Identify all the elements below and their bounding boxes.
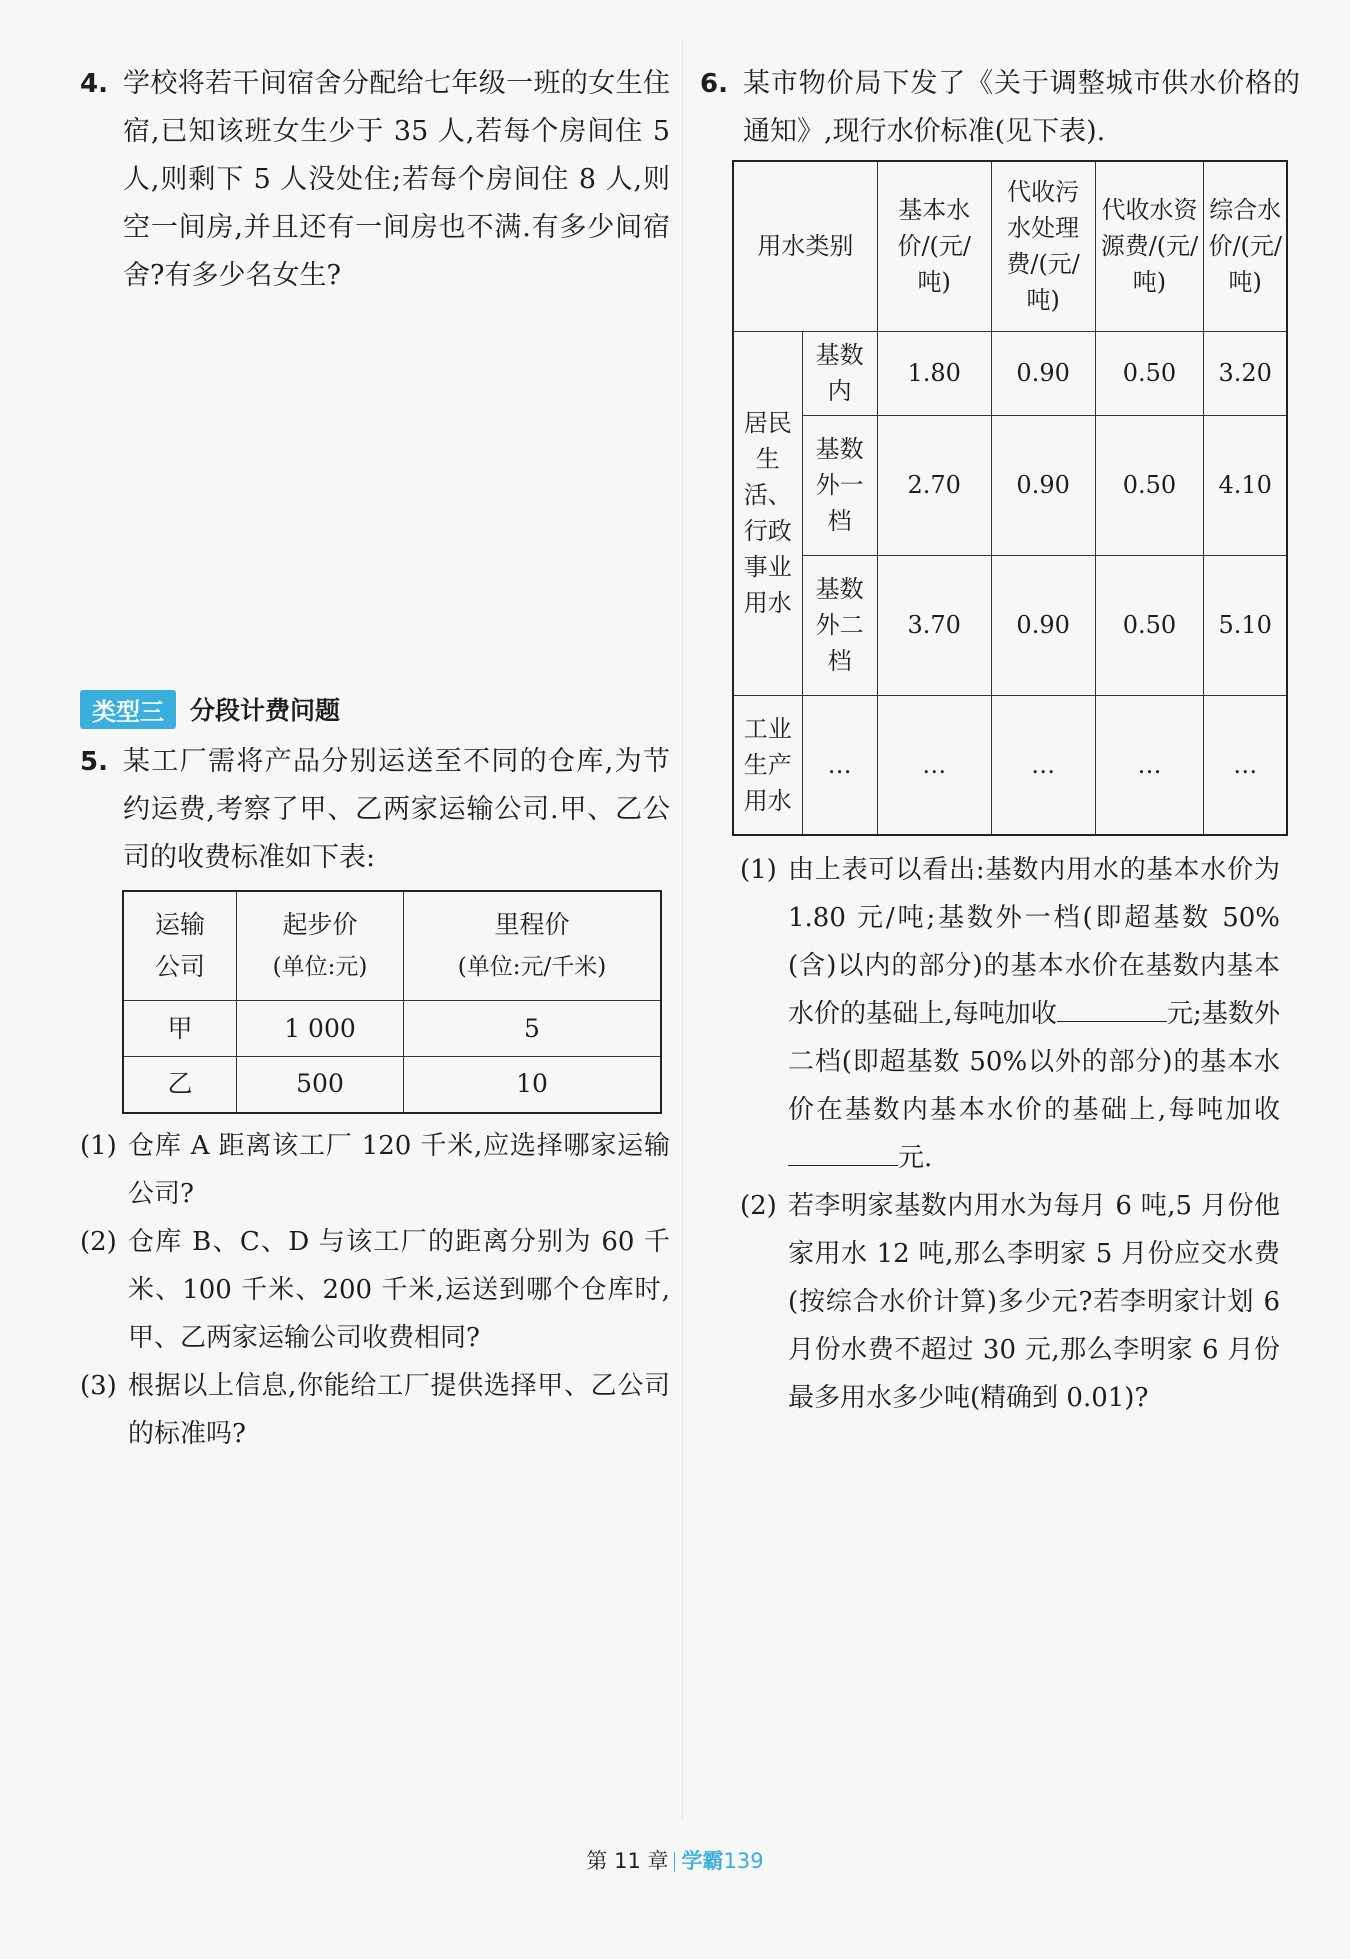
question-4	[80, 60, 670, 300]
question-5-subquestions	[80, 1122, 670, 1458]
question-text: 学校将若干间宿舍分配给七年级一班的女生住宿,已知该班女生少于 35 人,若每个房间住 5 人,则剩下 5 人没处住;若每个房间住 8 人,则空一间房,并且还有一间房也不满.有多少间宿舍?有多少名女生?	[123, 68, 670, 291]
subquestion-1: (1) 仓库 A 距离该工厂 120 千米,应选择哪家运输公司?	[80, 1131, 670, 1209]
ellipsis-cell: …	[802, 695, 877, 835]
table-header-row	[123, 891, 661, 1001]
resource-fee-cell: 0.50	[1095, 331, 1204, 415]
chapter-label: 第 11 章	[586, 1849, 669, 1873]
start-price-cell: 500	[237, 1057, 404, 1113]
question-5	[80, 738, 670, 882]
question-number: 5.	[80, 747, 108, 777]
header-start-price: 起步价 (单位:元)	[237, 891, 404, 1001]
total-price-cell: 3.20	[1204, 331, 1287, 415]
column-divider	[682, 40, 683, 1820]
table-row	[733, 695, 1287, 835]
header-sewage-fee: 代收污水处理费/(元/吨)	[991, 161, 1095, 331]
company-cell: 甲	[123, 1001, 237, 1057]
basic-price-cell: 1.80	[877, 331, 991, 415]
ellipsis-cell: …	[877, 695, 991, 835]
table-row	[733, 331, 1287, 415]
tier-cell: 基数内	[802, 331, 877, 415]
mileage-price-cell: 10	[404, 1057, 662, 1113]
section-badge: 类型三	[80, 690, 176, 729]
total-price-cell: 4.10	[1204, 415, 1287, 555]
table-header-row	[733, 161, 1287, 331]
tier-cell: 基数外二档	[802, 555, 877, 695]
ellipsis-cell: …	[1204, 695, 1287, 835]
header-mileage-price: 里程价 (单位:元/千米)	[404, 891, 662, 1001]
answer-blank[interactable]	[1057, 993, 1167, 1022]
mileage-price-cell: 5	[404, 1001, 662, 1057]
transport-fee-table	[122, 890, 662, 1114]
basic-price-cell: 2.70	[877, 415, 991, 555]
ellipsis-cell: …	[1095, 695, 1204, 835]
header-resource-fee: 代收水资源费/(元/吨)	[1095, 161, 1204, 331]
footer-separator	[674, 1852, 675, 1872]
question-6	[700, 60, 1300, 156]
start-price-cell: 1 000	[237, 1001, 404, 1057]
page-footer	[0, 1845, 1350, 1875]
left-column	[80, 60, 670, 300]
basic-price-cell: 3.70	[877, 555, 991, 695]
sewage-fee-cell: 0.90	[991, 415, 1095, 555]
sewage-fee-cell: 0.90	[991, 331, 1095, 415]
total-price-cell: 5.10	[1204, 555, 1287, 695]
section-heading	[80, 690, 340, 728]
page-number: 139	[723, 1849, 764, 1873]
industrial-label: 工业生产用水	[733, 695, 802, 835]
company-cell: 乙	[123, 1057, 237, 1113]
header-total-price: 综合水价/(元/吨)	[1204, 161, 1287, 331]
table-row	[123, 1001, 661, 1057]
tier-cell: 基数外一档	[802, 415, 877, 555]
header-water-type: 用水类别	[733, 161, 877, 331]
table-row	[733, 415, 1287, 555]
water-price-table	[732, 160, 1288, 836]
question-number: 6.	[700, 69, 728, 99]
answer-blank[interactable]	[788, 1137, 898, 1166]
subquestion-1: (1) 由上表可以看出:基数内用水的基本水价为 1.80 元/吨;基数外一档(即超基数 50%(含)以内的部分)的基本水价在基数内基本水价的基础上,每吨加收 元;基数外二档(即超基数 50%以外的部分)的基本水价在基数内基本水价的基础上,每吨加收元.	[740, 855, 1281, 1173]
subquestion-3: (3) 根据以上信息,你能给工厂提供选择甲、乙公司的标准吗?	[80, 1371, 670, 1449]
brand-logo: 学霸	[681, 1849, 724, 1873]
section-title: 分段计费问题	[190, 696, 341, 725]
question-number: 4.	[80, 69, 108, 99]
header-company: 运输 公司	[123, 891, 237, 1001]
resource-fee-cell: 0.50	[1095, 555, 1204, 695]
question-6-subquestions	[740, 846, 1280, 1422]
subquestion-2: (2) 仓库 B、C、D 与该工厂的距离分别为 60 千米、100 千米、200 千米,运送到哪个仓库时,甲、乙两家运输公司收费相同?	[80, 1227, 670, 1353]
group-label: 居民生活、行政事业用水	[733, 331, 802, 695]
table-row	[123, 1057, 661, 1113]
question-text: 某工厂需将产品分别运送至不同的仓库,为节约运费,考察了甲、乙两家运输公司.甲、乙公司的收费标准如下表:	[123, 746, 670, 873]
sewage-fee-cell: 0.90	[991, 555, 1095, 695]
header-basic-price: 基本水价/(元/吨)	[877, 161, 991, 331]
question-text: 某市物价局下发了《关于调整城市供水价格的通知》,现行水价标准(见下表).	[743, 68, 1300, 147]
resource-fee-cell: 0.50	[1095, 415, 1204, 555]
subquestion-2: (2) 若李明家基数内用水为每月 6 吨,5 月份他家用水 12 吨,那么李明家 5 月份应交水费(按综合水价计算)多少元?若李明家计划 6 月份水费不超过 30 元,那么李明家 6 月份最多用水多少吨(精确到 0.01)?	[740, 1191, 1280, 1413]
ellipsis-cell: …	[991, 695, 1095, 835]
table-row	[733, 555, 1287, 695]
